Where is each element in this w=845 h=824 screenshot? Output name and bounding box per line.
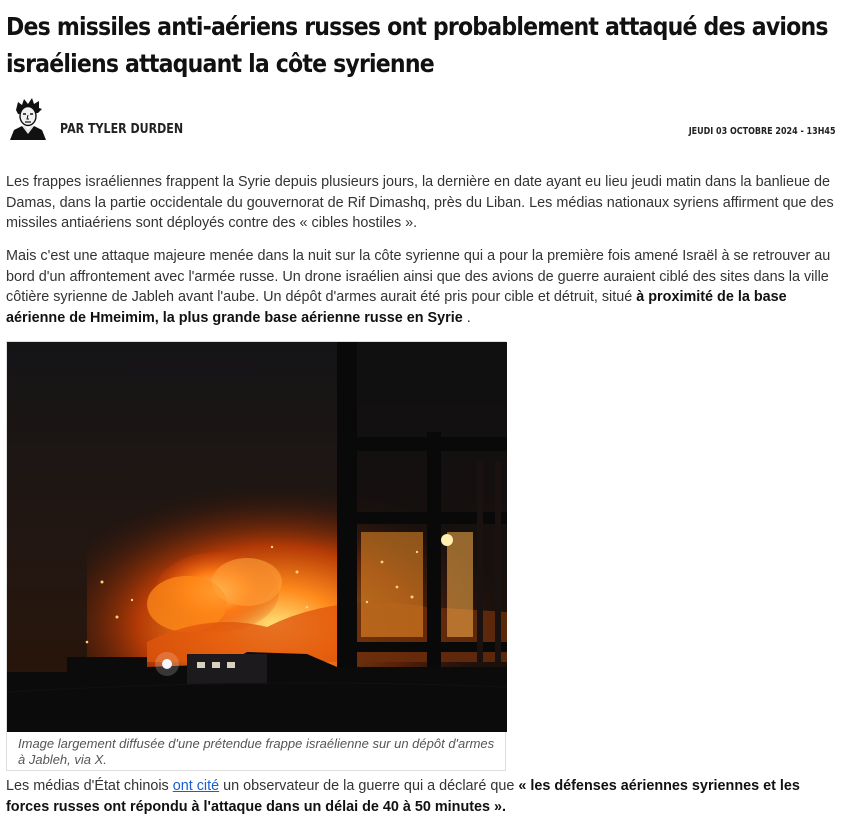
paragraph-1: Les frappes israéliennes frappent la Syrie depuis plusieurs jours, la dernière en date ayant eu lieu jeudi matin dans la banlieue de Damas, dans la partie occidentale du gouvernorat de Rif Dimashq, près du Liban. Les médias nationaux syriens affirment que des missiles antiaériens sont déployés contre des « cibles hostiles ».: [6, 174, 834, 231]
paragraph-3: [6, 776, 836, 817]
publish-date: JEUDI 03 OCTOBRE 2024 - 13H45: [689, 126, 836, 137]
paragraph-3-quote: « les défenses aériennes syriennes et les forces russes ont répondu à l'attaque dans un délai de 40 à 50 minutes ».: [6, 778, 800, 815]
article-figure: [6, 341, 506, 771]
paragraph-3-mid: un observateur de la guerre qui a déclaré que: [219, 778, 519, 794]
figure-caption: Image largement diffusée d'une prétendue frappe israélienne sur un dépôt d'armes à Jableh, via X.: [18, 736, 495, 767]
author-avatar[interactable]: [6, 96, 50, 140]
paragraph-3-start: Les médias d'État chinois: [6, 778, 173, 794]
strike-photo: [7, 342, 507, 732]
paragraph-2-end: .: [462, 309, 471, 326]
source-link[interactable]: ont cité: [172, 778, 220, 794]
paragraph-2-text: Mais c'est une attaque majeure menée dans la nuit sur la côte syrienne qui a pour la première fois amené Israël à se retrouver au bord d'un affrontement avec l'armée russe. Un drone israélien ainsi que des avions de guerre auraient ciblé des sites dans la ville côtière syrienne de Jableh avant l'aube. Un dépôt d'armes aurait été pris pour cible et détruit, situé: [6, 248, 831, 305]
article-headline: Des missiles anti-aériens russes ont probablement attaqué des avions israéliens attaquant la côte syrienne: [6, 12, 828, 78]
author-row: [6, 96, 836, 144]
paragraph-2-emphasis: à proximité de la base aérienne de Hmeimim, la plus grande base aérienne russe en Syrie: [6, 289, 787, 326]
author-name[interactable]: PAR TYLER DURDEN: [60, 122, 184, 137]
paragraph-2: [6, 246, 836, 328]
